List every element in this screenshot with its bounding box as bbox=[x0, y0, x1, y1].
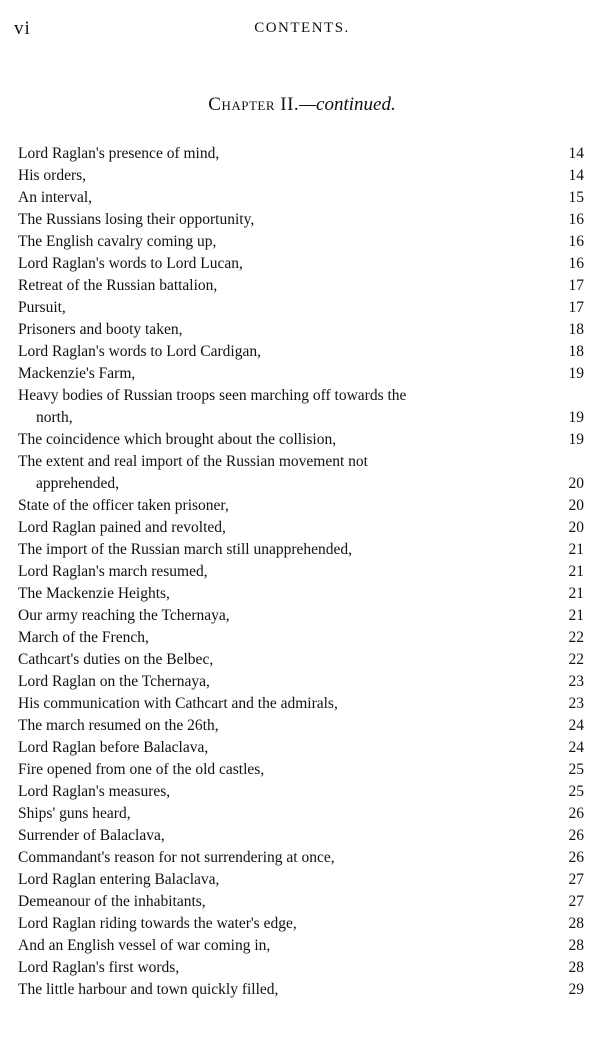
toc-entry-page: 18 bbox=[568, 321, 584, 338]
toc-entry bbox=[18, 319, 586, 341]
toc-entry bbox=[18, 253, 586, 275]
toc-entry bbox=[18, 275, 586, 297]
leader-dots bbox=[338, 695, 346, 712]
page-number: vi bbox=[14, 18, 31, 39]
toc-entry-title: Heavy bodies of Russian troops seen marching off towards the bbox=[18, 387, 407, 404]
toc-entry-page: 20 bbox=[568, 475, 584, 492]
toc-entry-title: Retreat of the Russian battalion, bbox=[18, 275, 586, 297]
toc-entry bbox=[18, 825, 586, 847]
chapter-heading bbox=[0, 94, 604, 116]
leader-dots bbox=[179, 959, 187, 976]
toc-entry bbox=[18, 429, 586, 451]
toc-entry-title: Our army reaching the Tchernaya, bbox=[18, 605, 586, 627]
leader-dots bbox=[278, 981, 286, 998]
leader-dots bbox=[219, 717, 227, 734]
leader-dots bbox=[352, 541, 360, 558]
toc-entry-page: 19 bbox=[568, 365, 584, 382]
toc-entry-title: Lord Raglan's presence of mind, bbox=[18, 143, 586, 165]
running-head: CONTENTS. bbox=[254, 20, 350, 36]
leader-dots bbox=[226, 519, 234, 536]
toc-entry-page: 14 bbox=[568, 145, 584, 162]
toc-entry-page: 19 bbox=[568, 409, 584, 426]
leader-dots bbox=[149, 629, 157, 646]
toc-entry-page: 29 bbox=[568, 981, 584, 998]
toc-entry-title: His orders, bbox=[18, 165, 586, 187]
leader-dots bbox=[210, 673, 218, 690]
toc-entry-page: 21 bbox=[568, 541, 584, 558]
leader-dots bbox=[336, 431, 344, 448]
leader-dots bbox=[216, 233, 224, 250]
toc-entry bbox=[18, 891, 586, 913]
toc-entry-page: 18 bbox=[568, 343, 584, 360]
toc-entry-title: Lord Raglan pained and revolted, bbox=[18, 517, 586, 539]
toc-entry-title: Cathcart's duties on the Belbec, bbox=[18, 649, 586, 671]
leader-dots bbox=[66, 299, 74, 316]
toc-entry-title: The march resumed on the 26th, bbox=[18, 715, 586, 737]
toc-entry-title: Lord Raglan before Balaclava, bbox=[18, 737, 586, 759]
leader-dots bbox=[217, 277, 225, 294]
toc-entry-page: 25 bbox=[568, 783, 584, 800]
toc-entry-page: 26 bbox=[568, 827, 584, 844]
toc-entry bbox=[18, 143, 586, 165]
toc-entry bbox=[18, 627, 586, 649]
toc-entry-title: Lord Raglan entering Balaclava, bbox=[18, 869, 586, 891]
toc-entry-page: 26 bbox=[568, 849, 584, 866]
toc-entry bbox=[18, 869, 586, 891]
toc-entry-page: 21 bbox=[568, 607, 584, 624]
toc-entry-title: Lord Raglan's march resumed, bbox=[18, 561, 586, 583]
toc-entry-title: Lord Raglan riding towards the water's edge, bbox=[18, 913, 586, 935]
leader-dots bbox=[131, 805, 139, 822]
toc-entry-title: The extent and real import of the Russian movement not bbox=[18, 453, 368, 470]
toc-entry-page: 14 bbox=[568, 167, 584, 184]
toc-entry bbox=[18, 693, 586, 715]
toc-entry-page: 16 bbox=[568, 233, 584, 250]
leader-dots bbox=[73, 409, 81, 426]
leader-dots bbox=[254, 211, 262, 228]
leader-dots bbox=[86, 167, 94, 184]
toc-entry-page: 28 bbox=[568, 959, 584, 976]
leader-dots bbox=[230, 607, 238, 624]
toc-entry bbox=[18, 649, 586, 671]
toc-entry bbox=[18, 451, 586, 495]
chapter-title: Chapter II. bbox=[208, 94, 300, 115]
toc-entry-title: Lord Raglan's first words, bbox=[18, 957, 586, 979]
toc-entry-title: The English cavalry coming up, bbox=[18, 231, 586, 253]
toc-entry-title: Demeanour of the inhabitants, bbox=[18, 891, 586, 913]
toc-entry-page: 27 bbox=[568, 893, 584, 910]
leader-dots bbox=[170, 783, 178, 800]
leader-dots bbox=[297, 915, 305, 932]
leader-dots bbox=[229, 497, 237, 514]
leader-dots bbox=[182, 321, 190, 338]
toc-entry-title: His communication with Cathcart and the admirals, bbox=[18, 693, 586, 715]
leader-dots bbox=[219, 145, 227, 162]
leader-dots bbox=[135, 365, 143, 382]
toc-entry-title: The coincidence which brought about the collision, bbox=[18, 429, 586, 451]
leader-dots bbox=[264, 761, 272, 778]
toc-entry bbox=[18, 605, 586, 627]
toc-entry-title: Surrender of Balaclava, bbox=[18, 825, 586, 847]
toc-entry bbox=[18, 781, 586, 803]
toc-entry bbox=[18, 165, 586, 187]
toc-entry bbox=[18, 913, 586, 935]
toc-entry-title: The little harbour and town quickly filled, bbox=[18, 979, 586, 1001]
toc-entry-page: 15 bbox=[568, 189, 584, 206]
toc-entry-page: 26 bbox=[568, 805, 584, 822]
toc-entry bbox=[18, 715, 586, 737]
toc-entry bbox=[18, 539, 586, 561]
toc-entry bbox=[18, 847, 586, 869]
toc-entry-page: 20 bbox=[568, 519, 584, 536]
toc-entry bbox=[18, 517, 586, 539]
toc-entry bbox=[18, 231, 586, 253]
toc-entry-title: State of the officer taken prisoner, bbox=[18, 495, 586, 517]
leader-dots bbox=[219, 871, 227, 888]
toc-entry-page: 28 bbox=[568, 915, 584, 932]
toc-entry-title: Lord Raglan's words to Lord Lucan, bbox=[18, 253, 586, 275]
toc-entry-page: 17 bbox=[568, 299, 584, 316]
toc-entry-title: Pursuit, bbox=[18, 297, 586, 319]
toc-entry-page: 23 bbox=[568, 673, 584, 690]
leader-dots bbox=[208, 563, 216, 580]
leader-dots bbox=[335, 849, 343, 866]
leader-dots bbox=[206, 893, 214, 910]
toc-entry-page: 21 bbox=[568, 585, 584, 602]
toc-entry-page: 22 bbox=[568, 629, 584, 646]
toc-entry-title: And an English vessel of war coming in, bbox=[18, 935, 586, 957]
toc-entry-page: 21 bbox=[568, 563, 584, 580]
toc-entry-page: 16 bbox=[568, 255, 584, 272]
toc-entry-page: 23 bbox=[568, 695, 584, 712]
toc-entry bbox=[18, 561, 586, 583]
toc-entry-page: 28 bbox=[568, 937, 584, 954]
toc-entry-page: 19 bbox=[568, 431, 584, 448]
toc-entry bbox=[18, 737, 586, 759]
toc-entry bbox=[18, 759, 586, 781]
toc-entry bbox=[18, 341, 586, 363]
toc-entry-title: Mackenzie's Farm, bbox=[18, 363, 586, 385]
toc-entry-title-continuation: apprehended, bbox=[18, 473, 586, 495]
leader-dots bbox=[213, 651, 221, 668]
leader-dots bbox=[165, 827, 173, 844]
toc-entry bbox=[18, 803, 586, 825]
toc-entry-title: An interval, bbox=[18, 187, 586, 209]
toc-entry bbox=[18, 935, 586, 957]
toc-entry-title: March of the French, bbox=[18, 627, 586, 649]
table-of-contents bbox=[18, 143, 586, 1001]
toc-entry-title: Lord Raglan's measures, bbox=[18, 781, 586, 803]
toc-entry-page: 25 bbox=[568, 761, 584, 778]
leader-dots bbox=[261, 343, 269, 360]
leader-dots bbox=[92, 189, 100, 206]
toc-entry-title: The Mackenzie Heights, bbox=[18, 583, 586, 605]
toc-entry-title-continuation: north, bbox=[18, 407, 586, 429]
toc-entry-title: Commandant's reason for not surrendering at once, bbox=[18, 847, 586, 869]
leader-dots bbox=[170, 585, 178, 602]
toc-entry-title: Lord Raglan on the Tchernaya, bbox=[18, 671, 586, 693]
toc-entry-page: 16 bbox=[568, 211, 584, 228]
leader-dots bbox=[208, 739, 216, 756]
toc-entry-title: Ships' guns heard, bbox=[18, 803, 586, 825]
chapter-continued: —continued. bbox=[299, 94, 396, 115]
leader-dots bbox=[119, 475, 127, 492]
toc-entry bbox=[18, 495, 586, 517]
toc-entry-page: 22 bbox=[568, 651, 584, 668]
toc-entry-title: The Russians losing their opportunity, bbox=[18, 209, 586, 231]
toc-entry bbox=[18, 187, 586, 209]
toc-entry bbox=[18, 209, 586, 231]
toc-entry bbox=[18, 363, 586, 385]
toc-entry-page: 24 bbox=[568, 717, 584, 734]
toc-entry-title: Fire opened from one of the old castles, bbox=[18, 759, 586, 781]
toc-entry bbox=[18, 385, 586, 429]
toc-entry-page: 20 bbox=[568, 497, 584, 514]
toc-entry bbox=[18, 671, 586, 693]
toc-entry-page: 27 bbox=[568, 871, 584, 888]
toc-entry-page: 24 bbox=[568, 739, 584, 756]
toc-entry-page: 17 bbox=[568, 277, 584, 294]
toc-entry-title: The import of the Russian march still unapprehended, bbox=[18, 539, 586, 561]
leader-dots bbox=[243, 255, 251, 272]
toc-entry bbox=[18, 979, 586, 1001]
toc-entry bbox=[18, 957, 586, 979]
toc-entry bbox=[18, 297, 586, 319]
toc-entry-title: Lord Raglan's words to Lord Cardigan, bbox=[18, 341, 586, 363]
toc-entry-title: Prisoners and booty taken, bbox=[18, 319, 586, 341]
toc-entry bbox=[18, 583, 586, 605]
leader-dots bbox=[270, 937, 278, 954]
